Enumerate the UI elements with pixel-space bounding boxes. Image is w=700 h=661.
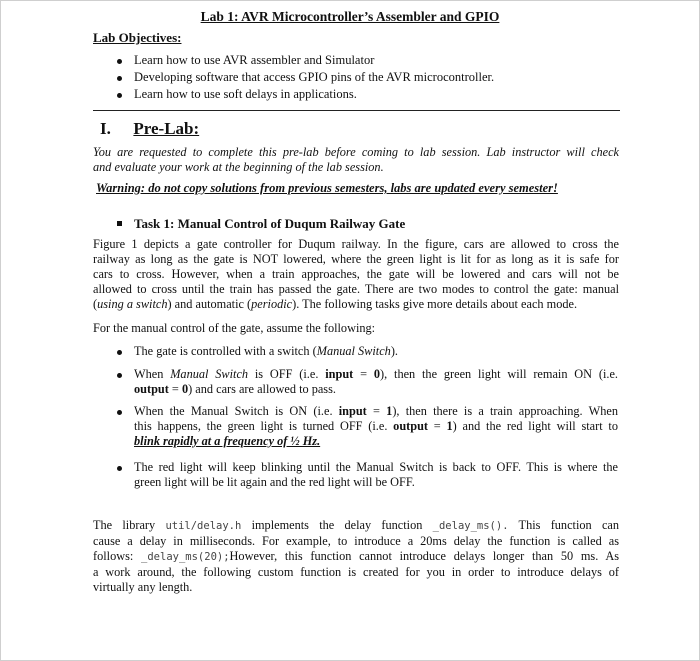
- bullet-icon: [117, 350, 122, 355]
- bullet-icon: [117, 76, 122, 81]
- bullet-icon: [117, 373, 122, 378]
- assumption-item: When the Manual Switch is ON (i.e. input = 1), then there is a train approaching. When this happens, the green light is turned OFF (i.e. output = 1) and the red light will start to blink rapidly at a frequency of ½ Hz.: [134, 404, 618, 448]
- objective-item: Learn how to use AVR assembler and Simulator: [134, 53, 375, 67]
- objective-item: Learn how to use soft delays in applications.: [134, 87, 357, 101]
- assumption-item: When Manual Switch is OFF (i.e. input = 0), then the green light will remain ON (i.e. output = 0) and cars are allowed to pass.: [134, 367, 618, 396]
- bullet-icon: [117, 466, 122, 471]
- intro-paragraph: You are requested to complete this pre-lab before coming to lab session. Lab instructor will check and evaluate your work at the beginning of the lab session.: [93, 145, 619, 174]
- warning-text: Warning: do not copy solutions from previous semesters, labs are updated every semester!: [96, 181, 558, 195]
- square-bullet-icon: [117, 221, 122, 226]
- bullet-icon: [117, 59, 122, 64]
- library-paragraph: The library util/delay.h implements the delay function _delay_ms(). This function can cause a delay in milliseconds. For example, to introduce a 20ms delay the function is called as follows: _delay_ms(20);However, this function cannot introduce delays longer than 50 ms. As a work around, the following custom function is created for you in order to introduce delays of virtually any length.: [93, 518, 620, 594]
- section-number: I.: [100, 119, 111, 138]
- assumption-item: The red light will keep blinking until the Manual Switch is back to OFF. This is where the green light will be lit again and the red light will be OFF.: [134, 460, 618, 489]
- objective-item: Developing software that access GPIO pins of the AVR microcontroller.: [134, 70, 495, 84]
- objectives-heading: Lab Objectives:: [93, 30, 182, 45]
- assumption-item: The gate is controlled with a switch (Manual Switch).: [134, 344, 398, 358]
- section-divider: [93, 110, 620, 111]
- task-title: Task 1: Manual Control of Duqum Railway Gate: [134, 216, 406, 231]
- task-paragraph: Figure 1 depicts a gate controller for Duqum railway. In the figure, cars are allowed to cross the railway as long as the gate is NOT lowered, where the green light is lit for as long as it is safe for cars to cross. However, when a train approaches, the gate will be lowered and cars will not be allowed to cross until the train has passed the gate. There are two modes to control the gate: manual (using a switch) and automatic (periodic). The following tasks give more details about each mode.: [93, 237, 619, 311]
- document-title: Lab 1: AVR Microcontroller’s Assembler and GPIO: [200, 9, 500, 24]
- bullet-icon: [117, 93, 122, 98]
- section-heading: [100, 119, 199, 139]
- assumption-intro: For the manual control of the gate, assume the following:: [93, 321, 376, 335]
- bullet-icon: [117, 410, 122, 415]
- section-title: Pre-Lab:: [133, 119, 200, 138]
